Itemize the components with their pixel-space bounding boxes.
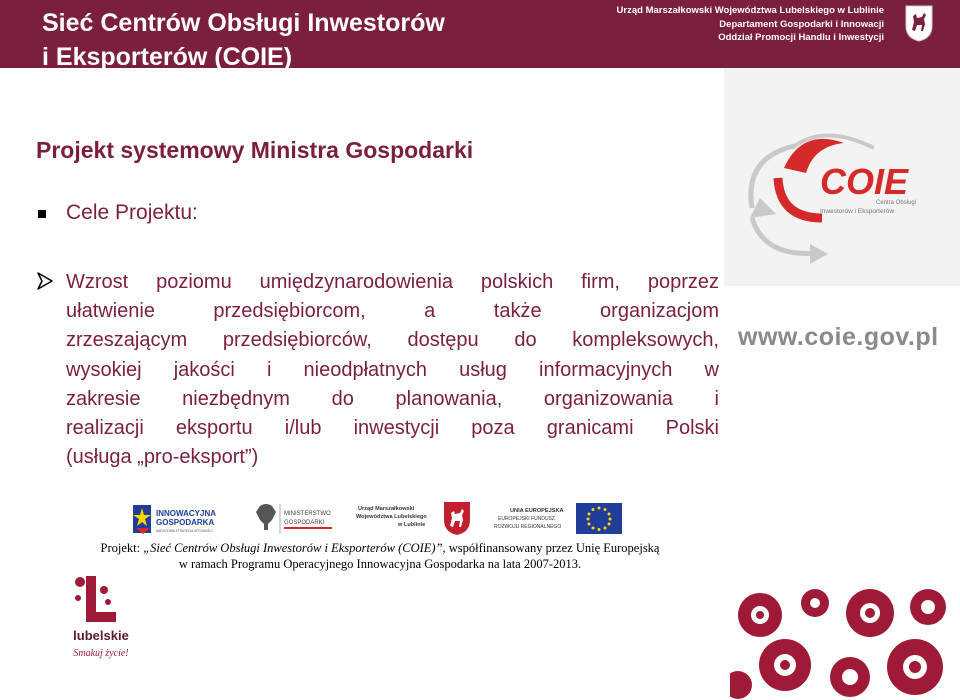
website-link[interactable]: www.coie.gov.pl [738, 323, 939, 351]
header-org-line3: Oddział Promocji Handlu i Inwestycji [718, 32, 884, 43]
header-title-line2: i Eksporterów (COIE) [42, 43, 293, 71]
square-bullet-icon [38, 210, 46, 218]
ministerstwo-gospodarki-logo [256, 504, 332, 534]
lubelskie-name: lubelskie [73, 628, 129, 643]
ministerstwo-line1: MINISTERSTWO [284, 511, 331, 517]
coie-logo-subtext-1: Centra Obsługi [876, 200, 917, 206]
header-org-line2: Departament Gospodarki i Innowacji [719, 18, 884, 30]
innowacyjna-line2: GOSPODARKA [156, 518, 215, 527]
goal-line-4: wysokiej jakości i nieodpłatnych usług informacyjnych w [66, 358, 719, 381]
footer-line-1: Projekt: „Sieć Centrów Obsługi Inwestorów i Eksporterów (COIE)”, współfinansowany przez Unię Europejską [100, 541, 660, 555]
urzad-marszalkowski-logo [356, 502, 470, 535]
goal-paragraph [66, 268, 719, 472]
urzad-line1: Urząd Marszałkowski [358, 506, 415, 512]
ministerstwo-line2: GOSPODARKI [284, 520, 325, 526]
goal-line-6: realizacji eksportu i/lub inwestycji poza granicami Polski [66, 417, 719, 440]
ue-line3: ROZWOJU REGIONALNEGO [494, 524, 562, 530]
unia-europejska-logo [494, 503, 622, 534]
goals-heading: Cele Projektu: [66, 201, 198, 224]
goal-line-2: ułatwienie przedsiębiorcom, a także organizacjom [66, 300, 719, 323]
goal-line-5: zakresie niezbędnym do planowania, organizowania i [66, 387, 719, 410]
urzad-line3: w Lublinie [398, 522, 426, 528]
goal-line-7: (usługa „pro-eksport”) [66, 446, 259, 469]
goal-line-1: Wzrost poziomu umiędzynarodowienia polskich firm, poprzez [66, 271, 719, 293]
partner-logos [130, 498, 630, 538]
deer-crest-icon [904, 4, 934, 42]
page-subtitle: Projekt systemowy Ministra Gospodarki [36, 137, 474, 163]
urzad-line2: Województwa Lubelskiego [356, 514, 427, 520]
project-footer [60, 540, 700, 572]
lubelskie-slogan: Smakuj życie! [73, 648, 129, 659]
header-title [42, 6, 445, 74]
header-org-line1: Urząd Marszałkowski Województwa Lubelskiego w Lublinie [616, 5, 884, 16]
coie-logo [724, 68, 960, 286]
coie-logo-graphic [724, 68, 960, 286]
lubelskie-logo [68, 572, 134, 666]
ue-line1: UNIA EUROPEJSKA [510, 508, 564, 514]
ue-line2: EUROPEJSKI FUNDUSZ [498, 516, 555, 522]
goal-line-3: zrzeszającym przedsiębiorców, dostępu do kompleksowych, [66, 329, 719, 352]
header-organization [617, 4, 884, 45]
decorative-gears [730, 585, 960, 700]
innowacyjna-line1: INNOWACYJNA [156, 509, 217, 518]
lubelskie-logo-graphic [68, 572, 134, 666]
innowacyjna-gospodarka-logo [133, 505, 216, 534]
innowacyjna-line3: NARODOWA STRATEGIA SPÓJNOŚCI [156, 529, 213, 533]
footer-line-2: w ramach Programu Operacyjnego Innowacyjna Gospodarka na lata 2007-2013. [178, 557, 582, 571]
coie-logo-text: COIE [820, 161, 909, 202]
coie-logo-subtext-2: Inwestorów i Eksporterów [820, 208, 895, 215]
header-title-line1: Sieć Centrów Obsługi Inwestorów [42, 9, 445, 37]
arrow-bullet-icon [36, 271, 54, 291]
